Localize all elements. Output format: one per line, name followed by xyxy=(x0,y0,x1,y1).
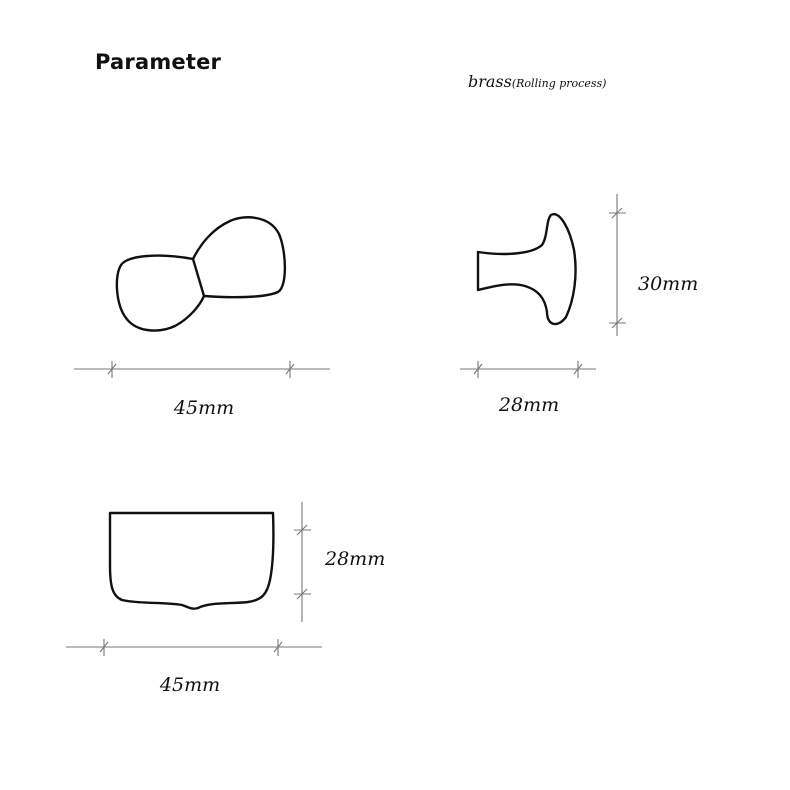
front-view-width-label: 45mm xyxy=(159,674,221,696)
front-view-height-label: 28mm xyxy=(325,548,386,570)
top-view-width-label: 45mm xyxy=(173,397,235,419)
page-title: Parameter xyxy=(95,50,222,74)
side-view-height-label: 30mm xyxy=(638,273,699,295)
material-name: brass xyxy=(468,72,512,91)
front-view-outline xyxy=(110,513,273,609)
top-view-outline xyxy=(117,217,285,330)
top-view-fold xyxy=(193,259,204,296)
side-view-width-label: 28mm xyxy=(498,394,560,416)
side-view xyxy=(460,194,698,416)
front-view xyxy=(66,502,385,696)
top-view xyxy=(74,217,330,419)
side-view-outline xyxy=(478,214,576,324)
material-process: (Rolling process) xyxy=(511,77,607,90)
